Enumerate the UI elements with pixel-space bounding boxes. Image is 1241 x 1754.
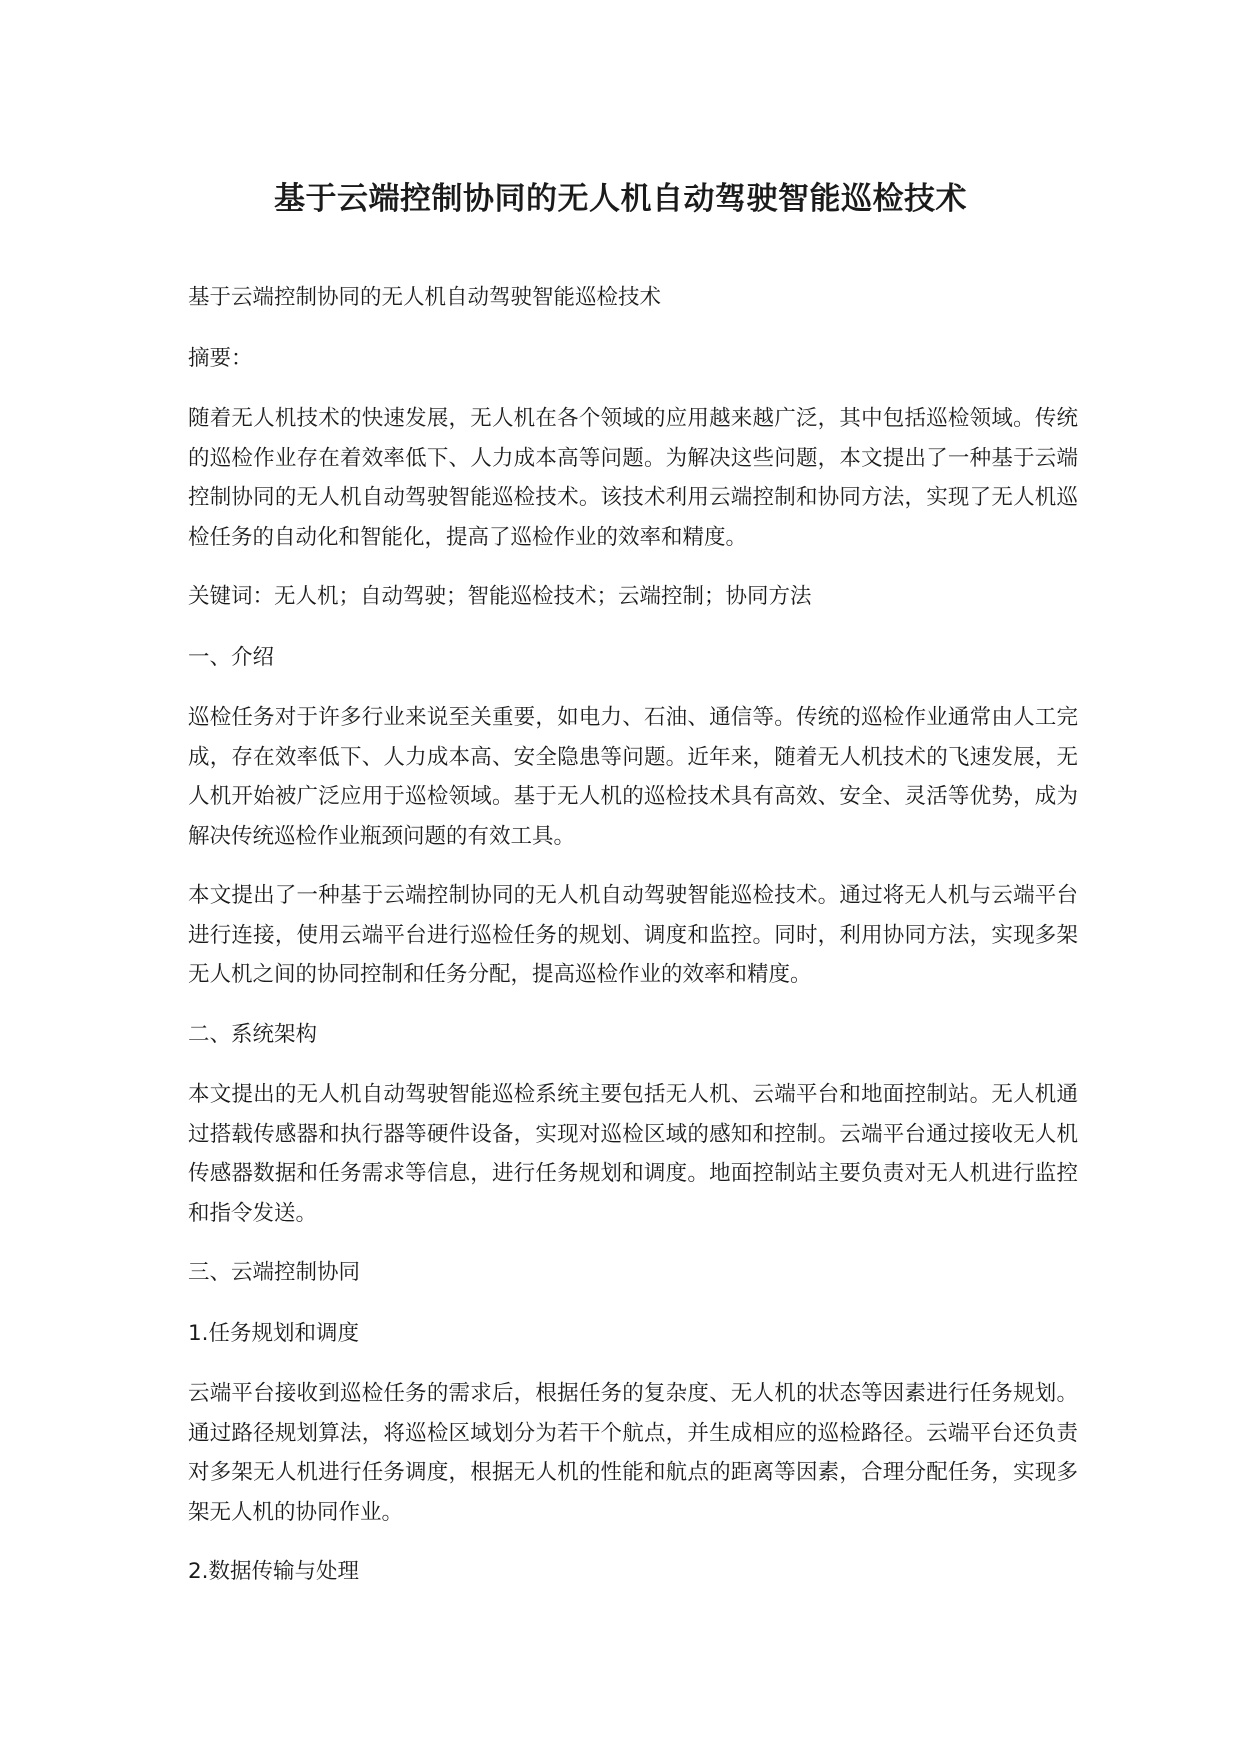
document-title: 基于云端控制协同的无人机自动驾驶智能巡检技术 [274, 181, 967, 217]
abstract-heading: 摘要： [188, 345, 253, 371]
subsection-heading-task-planning: 1.任务规划和调度 [188, 1320, 360, 1346]
section-heading-architecture: 二、系统架构 [188, 1021, 318, 1047]
abstract-paragraph: 随着无人机技术的快速发展，无人机在各个领域的应用越来越广泛，其中包括巡检领域。传统的巡检作业存在着效率低下、人力成本高等问题。为解决这些问题，本文提出了一种基于云端控制协同的无人机自动驾驶智能巡检技术。该技术利用云端控制和协同方法，实现了无人机巡检任务的自动化和智能化，提高了巡检作业的效率和精度。 [188, 406, 1078, 550]
keywords-paragraph: 关键词：无人机；自动驾驶；智能巡检技术；云端控制；协同方法 [188, 584, 812, 609]
subtitle-paragraph: 基于云端控制协同的无人机自动驾驶智能巡检技术 [188, 285, 662, 310]
document-body [188, 278, 1078, 1613]
architecture-paragraph: 本文提出的无人机自动驾驶智能巡检系统主要包括无人机、云端平台和地面控制站。无人机通过搭载传感器和执行器等硬件设备，实现对巡检区域的感知和控制。云端平台通过接收无人机传感器数据和任务需求等信息，进行任务规划和调度。地面控制站主要负责对无人机进行监控和指令发送。 [188, 1082, 1078, 1226]
section-heading-cloud-control: 三、云端控制协同 [188, 1260, 361, 1285]
task-planning-paragraph: 云端平台接收到巡检任务的需求后，根据任务的复杂度、无人机的状态等因素进行任务规划。通过路径规划算法，将巡检区域划分为若干个航点，并生成相应的巡检路径。云端平台还负责对多架无人机进行任务调度，根据无人机的性能和航点的距离等因素，合理分配任务，实现多架无人机的协同作业。 [188, 1381, 1078, 1525]
section-heading-introduction: 一、介绍 [188, 644, 275, 670]
introduction-paragraph-1: 巡检任务对于许多行业来说至关重要，如电力、石油、通信等。传统的巡检作业通常由人工完成，存在效率低下、人力成本高、安全隐患等问题。近年来，随着无人机技术的飞速发展，无人机开始被广泛应用于巡检领域。基于无人机的巡检技术具有高效、安全、灵活等优势，成为解决传统巡检作业瓶颈问题的有效工具。 [188, 705, 1078, 849]
subsection-heading-data-transfer: 2.数据传输与处理 [188, 1559, 360, 1584]
introduction-paragraph-2: 本文提出了一种基于云端控制协同的无人机自动驾驶智能巡检技术。通过将无人机与云端平台进行连接，使用云端平台进行巡检任务的规划、调度和监控。同时，利用协同方法，实现多架无人机之间的协同控制和任务分配，提高巡检作业的效率和精度。 [188, 883, 1078, 987]
